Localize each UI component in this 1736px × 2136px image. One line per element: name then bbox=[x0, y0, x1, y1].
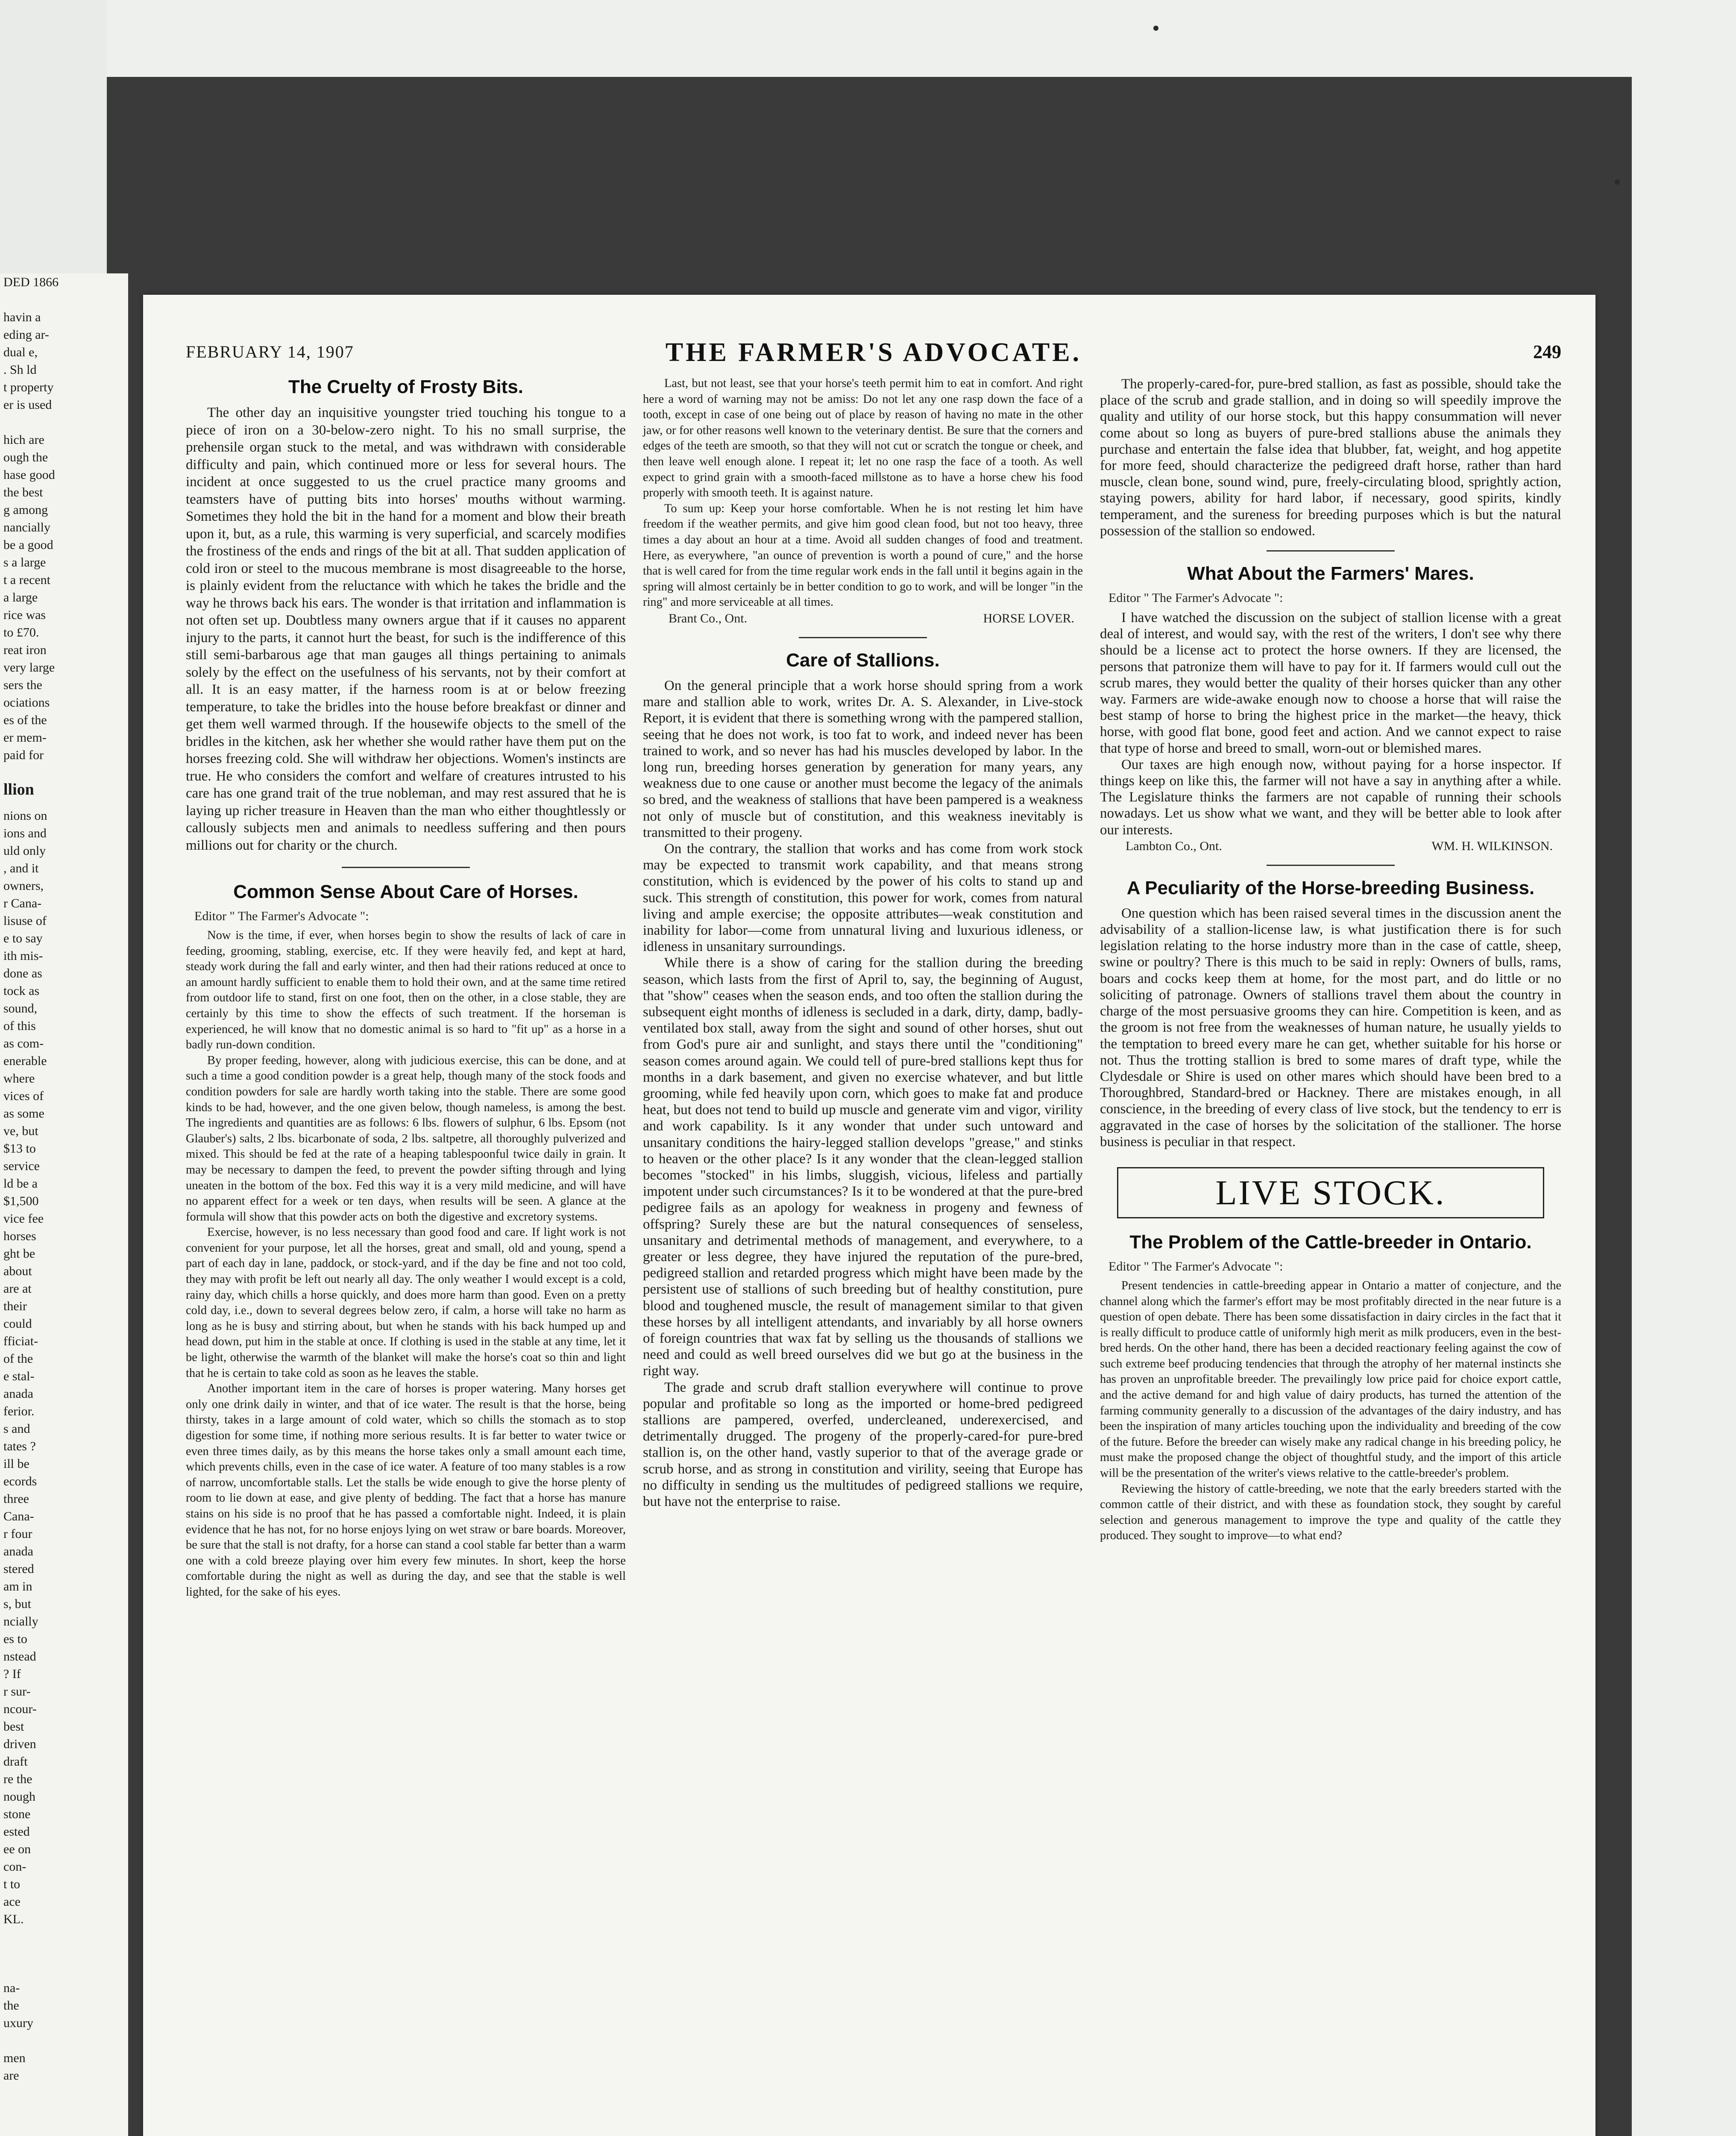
adjacent-page-line: are bbox=[3, 2069, 19, 2083]
adjacent-page-line: be a good bbox=[3, 538, 53, 552]
article-paragraph: To sum up: Keep your horse comfortable. When he is not resting let him have freedom if the weather permits, and give him good clean food, but not too heavy, three times a day about an hour at a time. Avoid all sudden changes of food and treatment. Here, as everywhere, "an ounce of prevention is worth a pound of cure," and the horse that is well cared for from the time regular work ends in the fall until it begins again in the spring will almost certainly be in better condition to go to work, and will be longer "in the ring" and more serviceable at all times. bbox=[643, 502, 1083, 609]
adjacent-page-line: ? If bbox=[3, 1667, 21, 1681]
adjacent-page-line: where bbox=[3, 1071, 35, 1086]
article-headline: Care of Stallions. bbox=[786, 649, 940, 671]
adjacent-page-line: e stal- bbox=[3, 1369, 35, 1383]
adjacent-page-line: s, but bbox=[3, 1597, 32, 1611]
article-paragraph: One question which has been raised several times in the discussion anent the advisability of a stallion-license law, is what justification there is for such legislation relating to the horse industry more than in the case of cattle, sheep, swine or poultry? There is this much to be said in reply: Owners of bulls, rams, boars and cocks keep them at home, for the most part, and do little or no soliciting of patronage. Owners of stallions travel them about the country in charge of the most persuasive grooms they can hire. Competition is keen, and as the groom is not free from the weaknesses of human nature, he usually yields to the temptation to breed every mare he can get, whether suitable for his horse or not. Thus the trotting stallion is bred to some mares of draft type, while the Clydesdale or Shire is used on other mares which should have been bred to a Thoroughbred, Standard-bred or Hackney. There are mistakes enough, in all conscience, in the breeding of every class of live stock, but the tendency to err is aggravated in the case of horses by the solicitation of the stallioner. The horse business is peculiar in that respect. bbox=[1100, 905, 1561, 1150]
adjacent-page-line: a large bbox=[3, 590, 38, 604]
adjacent-page-line: s a large bbox=[3, 555, 46, 569]
adjacent-page-line: about bbox=[3, 1264, 32, 1278]
adjacent-page-lines-top bbox=[0, 273, 128, 764]
adjacent-page-line: rice was bbox=[3, 608, 46, 622]
article-paragraph: Another important item in the care of horses is proper watering. Many horses get only one drink daily in winter, and that of ice water. The result is that the horse, being thirsty, takes in a large amount of cold water, which so chills the stomach as to stop digestion for some time, if nothing more serious results. It is far better to water twice or even three times daily, as by this means the horse takes only a small amount each time, which prevents chills, even in the case of ice water. A feature of too many stables is a row of narrow, uncomfortable stalls. Let the stalls be wide enough to give the horse plenty of room to lie down at ease, and give plenty of bedding. The fact that a horse has manure stains on his side is no proof that he has passed a comfortable night. Indeed, it is plain evidence that he has not, for no horse enjoys lying on wet straw or bare boards. Moreover, be sure that the stall is not drafty, for a horse can stand a cool stable far better than a warm one with a cold breeze playing over him every few minutes. In short, keep the horse comfortable during the night as well as during the day, and see that the stable is well lighted, for the sake of his eyes. bbox=[186, 1382, 626, 1599]
adjacent-page-line: three bbox=[3, 1492, 29, 1506]
adjacent-page-line: as com- bbox=[3, 1036, 44, 1050]
adjacent-page-line: tates ? bbox=[3, 1439, 36, 1453]
column-2 bbox=[643, 376, 1083, 1510]
adjacent-page-line: ace bbox=[3, 1895, 21, 1909]
article-paragraph: On the general principle that a work horse should spring from a work mare and stallion able to work, writes Dr. A. S. Alexander, in Live-stock Report, it is evident that there is something wrong with the pampered stallion, seeing that he does not work, is too fat to work, and indeed never has been trained to work, and so never has had his muscles developed by labor. In the long run, breeding horses generation by generation for many years, any weakness due to one cause or another must become the legacy of the animals so bred, and the weakness of stallions that have been pampered is a weakness not only of muscle but of constitution, and this weakness inevitably is transmitted to their progeny. bbox=[643, 678, 1083, 840]
adjacent-page-line: to £70. bbox=[3, 625, 39, 640]
article-paragraph: The other day an inquisitive youngster tried touching his tongue to a piece of iron on a 30-below-zero night. To his no small surprise, the prehensile organ stuck to the metal, and was withdrawn with considerable difficulty and pain, which continued more or less for several hours. The incident at once suggested to us the cruel practice many grooms and teamsters have of putting bits into horses' mouths without warming. Sometimes they hold the bit in the hand for a moment and blow their breath upon it, but, as a rule, this warming is very superficial, and scarcely modifies the frostiness of the ends and rings of the bit at all. That sudden application of cold iron or steel to the mucous membrane is most disagreeable to the horse, is plainly evident from the reluctance with which he takes the bridle and the way he throws back his ears. The wonder is that irritation and inflammation is not often set up. Doubtless many owners argue that if it causes no apparent injury to the parts, it cannot hurt the beast, for such is the indifference of this still semi-barbarous age that man gauges all things pertaining to animals solely by the effect on the usefulness of his servants, not by their comfort at all. It is an easy matter, if the harness room is at or below freezing temperature, to take the bridles into the house before breakfast or dinner and get them well warmed through. If the housewife objects to the smell of the bridles in the kitchen, ask her whether she would rather have them put on the horses freezing cold. She will withdraw her objections. Women's instincts are true. He who considers the comfort and welfare of creatures intrusted to his care has one grand trait of the true nobleman, and may rest assured that he is laying up richer treasure in Heaven than the man who either thoughtlessly or callously subjects men and animals to needless suffering and then pours millions out for charity or the church. bbox=[186, 405, 626, 853]
adjacent-page-line bbox=[0, 291, 128, 308]
adjacent-page-line: uxury bbox=[3, 2016, 33, 2030]
adjacent-page-line: re the bbox=[3, 1772, 32, 1786]
article-paragraph: Last, but not least, see that your horse's teeth permit him to eat in comfort. And right here a word of warning may not be amiss: Do not let any one rasp down the face of a tooth, except in case of one being out of place by reason of having no mate in the other jaw, or for other reasons well known to the veterinary dentist. Be sure that the corners and edges of the teeth are smooth, so that they will not cut or scratch the tongue or cheek, and then leave well enough alone. I repeat it; let no one rasp the face of a tooth. As well expect to grind grain with a smooth-faced millstone as to have a horse chew his food properly with smooth teeth. It is against nature. bbox=[643, 377, 1083, 500]
adjacent-page-line: nancially bbox=[3, 520, 50, 534]
adjacent-page-line: horses bbox=[3, 1229, 36, 1243]
adjacent-page-line: nstead bbox=[3, 1649, 36, 1664]
article-headline: A Peculiarity of the Horse-breeding Business. bbox=[1126, 877, 1535, 898]
adjacent-page-line: ill be bbox=[3, 1457, 29, 1471]
adjacent-page-line: es of the bbox=[3, 713, 47, 727]
article-mares bbox=[1100, 563, 1561, 854]
article-headline: What About the Farmers' Mares. bbox=[1187, 563, 1474, 584]
adjacent-page-line: t property bbox=[3, 380, 54, 394]
adjacent-page-line: dual e, bbox=[3, 345, 38, 359]
article-common-sense bbox=[186, 881, 626, 1600]
column-1 bbox=[186, 376, 626, 1600]
adjacent-page-line: ferior. bbox=[3, 1404, 35, 1418]
adjacent-page-line: ith mis- bbox=[3, 949, 43, 963]
adjacent-page-line: . Sh ld bbox=[3, 363, 37, 377]
adjacent-page-line: ght be bbox=[3, 1247, 35, 1261]
adjacent-page-fragment bbox=[0, 273, 128, 2136]
article-paragraph: The properly-cared-for, pure-bred stallion, as fast as possible, should take the place of the scrub and grade stallion, and in doing so will speedily improve the quality and utility of our horse stock, but this happy consummation will never come about so long as buyers of pure-bred stallions abuse the animals they purchase and entertain the false idea that blubber, fat, weight, and hog appetite for more feed, should characterize the pedigreed draft horse, rather than hard muscle, clean bone, sound wind, pure, freely-circulating blood, sprightly action, staying powers, ability for hard labor, if necessary, good spirits, kindly temperament, and the sureness for breeding purposes which is but the natural possession of the stallion so endowed. bbox=[1100, 376, 1561, 539]
adjacent-page-line: lisuse of bbox=[3, 914, 47, 928]
adjacent-page-line: ncially bbox=[3, 1614, 38, 1628]
column-3 bbox=[1100, 376, 1561, 1544]
adjacent-page-line: fficiat- bbox=[3, 1334, 38, 1348]
signature-name: HORSE LOVER. bbox=[983, 611, 1074, 625]
adjacent-page-line: tock as bbox=[3, 984, 40, 998]
section-banner-live-stock: LIVE STOCK. bbox=[1117, 1167, 1544, 1218]
adjacent-page-lines-middle bbox=[0, 807, 128, 1928]
adjacent-page-line: r Cana- bbox=[3, 896, 42, 910]
article-stallions bbox=[643, 649, 1083, 1510]
article-cattle bbox=[1100, 1231, 1561, 1544]
adjacent-page-line: s and bbox=[3, 1422, 30, 1436]
adjacent-page-line: the bbox=[3, 1998, 19, 2013]
masthead bbox=[186, 337, 1561, 367]
speck-mark bbox=[1615, 179, 1620, 185]
adjacent-page-line: ncour- bbox=[3, 1702, 37, 1716]
adjacent-page-lines-bottom bbox=[0, 1979, 128, 2084]
adjacent-page-line: g among bbox=[3, 503, 48, 517]
adjacent-page-line: es to bbox=[3, 1632, 27, 1646]
adjacent-page-line: reat iron bbox=[3, 643, 47, 657]
adjacent-page-line: ld be a bbox=[3, 1177, 38, 1191]
adjacent-page-line: stered bbox=[3, 1562, 34, 1576]
article-headline: The Problem of the Cattle-breeder in Ontario. bbox=[1129, 1231, 1532, 1253]
section-rule bbox=[1267, 865, 1395, 866]
adjacent-page-line: e to say bbox=[3, 931, 43, 945]
adjacent-page-line: r sur- bbox=[3, 1684, 31, 1699]
newspaper-page bbox=[143, 295, 1595, 2136]
article-paragraph: Our taxes are high enough now, without paying for a horse inspector. If things keep on like this, the farmer will not have a say in anything after a while. The Legislature thinks the farmers are not capable of running their schools nowadays. Let us show what we want, and they will be better able to look after our interests. bbox=[1100, 757, 1561, 838]
adjacent-page-line: vice fee bbox=[3, 1212, 44, 1226]
adjacent-page-line: sers the bbox=[3, 678, 42, 692]
article-paragraph: Exercise, however, is no less necessary than good food and care. If light work is not convenient for your purpose, let all the horses, great and small, old and young, spend a part of each day in lane, paddock, or stock-yard, and if the day be fine and not too cold, they may with profit be left out nearly all day. The only weather I would except is a cold, rainy day, which chills a horse quickly, and does more harm than good. Even on a pretty cold day, i.e., down to several degrees below zero, if calm, a horse will take no harm as long as he is busy and stirring about, but when he stands with his back humped up and head down, put him in the stable at once. If clothing is used in the stable at any time, let it be light, otherwise the warmth of the blanket will make the horse's coat so thin and light that he is certain to take cold as soon as he leaves the stable. bbox=[186, 1226, 626, 1380]
adjacent-page-line: paid for bbox=[3, 748, 44, 762]
adjacent-page-line: er is used bbox=[3, 398, 52, 412]
backdrop-right bbox=[1632, 0, 1736, 2136]
page-number: 249 bbox=[1533, 341, 1561, 362]
article-paragraph: Reviewing the history of cattle-breeding, we note that the early breeders started with the common cattle of their district, and with these as foundation stock, they sought by careful selection and generous management to improve the type and quality of the cattle they produced. They sought to improve—to what end? bbox=[1100, 1482, 1561, 1543]
adjacent-page-line: $1,500 bbox=[3, 1194, 39, 1208]
adjacent-page-line bbox=[0, 2032, 128, 2049]
adjacent-page-line: hich are bbox=[3, 433, 44, 447]
adjacent-page-line: ociations bbox=[3, 695, 50, 710]
adjacent-page-line: anada bbox=[3, 1544, 33, 1558]
section-rule bbox=[342, 867, 470, 868]
adjacent-page-line: na- bbox=[3, 1981, 20, 1995]
adjacent-page-line: draft bbox=[3, 1755, 28, 1769]
adjacent-page-line: of the bbox=[3, 1352, 33, 1366]
adjacent-page-line: r four bbox=[3, 1527, 32, 1541]
article-byline: Editor " The Farmer's Advocate ": bbox=[1108, 1259, 1283, 1273]
article-paragraph: On the contrary, the stallion that works and has come from work stock may be expected to transmit work capability, and that means strong constitution, which is evidenced by the power of his colts to stand up and suck. This strength of constitution, this power for work, comes from natural living and ample exercise; the opposite attributes—weak constitution and inability for labor—come from unnatural living and luxurious idleness, or idleness in unsanitary surroundings. bbox=[643, 841, 1083, 955]
adjacent-page-line: vices of bbox=[3, 1089, 44, 1103]
adjacent-page-line: eding ar- bbox=[3, 328, 49, 342]
adjacent-page-line: nions on bbox=[3, 809, 47, 823]
adjacent-page-line: the best bbox=[3, 485, 43, 499]
adjacent-page-line: driven bbox=[3, 1737, 36, 1751]
adjacent-page-line: ecords bbox=[3, 1474, 37, 1488]
adjacent-page-line: are at bbox=[3, 1282, 32, 1296]
adjacent-page-line: KL. bbox=[3, 1912, 24, 1926]
section-rule bbox=[1267, 550, 1395, 552]
adjacent-page-line: owners, bbox=[3, 879, 44, 893]
adjacent-page-line: havin a bbox=[3, 310, 41, 324]
adjacent-page-line: Cana- bbox=[3, 1509, 34, 1523]
article-headline: The Cruelty of Frosty Bits. bbox=[288, 376, 524, 397]
adjacent-page-line: anada bbox=[3, 1387, 33, 1401]
article-headline: Common Sense About Care of Horses. bbox=[233, 881, 578, 902]
section-rule bbox=[799, 637, 927, 638]
article-cruelty bbox=[186, 376, 626, 854]
adjacent-page-line: ested bbox=[3, 1825, 30, 1839]
adjacent-page-line: service bbox=[3, 1159, 40, 1173]
adjacent-page-line: t to bbox=[3, 1877, 21, 1891]
issue-date: FEBRUARY 14, 1907 bbox=[186, 342, 354, 361]
adjacent-page-line: sound, bbox=[3, 1001, 38, 1015]
adjacent-page-line: con- bbox=[3, 1860, 26, 1874]
adjacent-page-line: of this bbox=[3, 1019, 36, 1033]
article-paragraph: The grade and scrub draft stallion everywhere will continue to prove popular and profitable so long as the imported or home-bred pedigreed stallions are pampered, overfed, undercleaned, underexercised, and detrimentally drugged. The progeny of the properly-cared-for pure-bred stallion is, on the other hand, vastly superior to that of the average grade or scrub horse, and as strong in constitution and virility, seeing that Europe has no difficulty in sending us the multitudes of pedigreed stallions we require, but have not the enterprise to raise. bbox=[643, 1379, 1083, 1510]
article-paragraph: While there is a show of caring for the stallion during the breeding season, which lasts from the first of April to, say, the beginning of August, that "show" ceases when the season ends, and too often the stallion during the subsequent eight months of idleness is secluded in a dark, dirty, damp, badly-ventilated box stall, away from the sight and sound of other horses, shut out from God's pure air and sunlight, and stays there until the "conditioning" season comes around again. We could tell of pure-bred stallions kept thus for months in a dark basement, and given no exercise whatever, and but little grooming, while fed heavily upon corn, which goes to make fat and produce heat, but does not tend to build up muscle and generate vim and vigor, virility and work capability. Is it any wonder that under such untoward and unsanitary conditions the hairy-legged stallion develops "grease," and stinks to heaven or the other place? Is it any wonder that the clean-legged stallion becomes "stocked" in his limbs, sluggish, vicious, lifeless and partially impotent under such circumstances? Is it to be wondered at that the pure-bred pedigree fails as an apology for weakness in progeny and fewness of offspring? Surely these are but the natural consequences of senseless, unsanitary and detrimental methods of management, and everywhere, to a greater or less degree, they have injured the reputation of the pure-bred, pedigreed stallion and retarded progress which might have been made by the persistent use of stallions of such breeding but of healthy constitution, pure blood and toughened muscle, the result of management similar to that given these horses by all intelligent attendants, and invariably by all horse owners of foreign countries that wax fat by selling us the thousands of stallions we need and could as well breed ourselves did we but go at the business in the right way. bbox=[643, 955, 1083, 1379]
adjacent-page-line: their bbox=[3, 1299, 27, 1313]
signature-place: Brant Co., Ont. bbox=[669, 611, 748, 625]
publication-title: THE FARMER'S ADVOCATE. bbox=[665, 338, 1082, 367]
adjacent-page-line: men bbox=[3, 2051, 26, 2065]
adjacent-page-line: ough the bbox=[3, 450, 48, 464]
adjacent-page-line: as some bbox=[3, 1106, 44, 1121]
adjacent-page-line: stone bbox=[3, 1807, 31, 1821]
adjacent-page-line: very large bbox=[3, 660, 55, 675]
adjacent-page-line: best bbox=[3, 1719, 24, 1734]
adjacent-page-heading: llion bbox=[3, 780, 34, 798]
adjacent-page-line: $13 to bbox=[3, 1141, 36, 1156]
adjacent-page-line: done as bbox=[3, 966, 42, 980]
article-paragraph: I have watched the discussion on the subject of stallion license with a great deal of interest, and would say, with the rest of the writers, I don't see why there should be a license act to protect the horse owners. If they are licensed, the persons that patronize them will have to pay for it. If farmers would cull out the scrub mares, they would better the quality of their horses quicker than any other way. Farmers are wide-awake enough now to choose a horse that will raise the best stamp of horse to bring the highest price in the market—the heavy, thick horse, with good flat bone, good feet and action. And we cannot expect to raise that type of horse and breed to small, worn-out or blemished mares. bbox=[1100, 610, 1561, 756]
adjacent-page-line: DED 1866 bbox=[3, 275, 59, 289]
adjacent-page-line bbox=[0, 414, 128, 431]
adjacent-page-line: am in bbox=[3, 1579, 32, 1593]
adjacent-page-line: ve, but bbox=[3, 1124, 38, 1138]
adjacent-page-line: er mem- bbox=[3, 731, 47, 745]
adjacent-page-line: , and it bbox=[3, 861, 39, 875]
signature-name: WM. H. WILKINSON. bbox=[1431, 839, 1553, 853]
adjacent-page-line: ee on bbox=[3, 1842, 31, 1856]
adjacent-page-line: could bbox=[3, 1317, 32, 1331]
signature-place: Lambton Co., Ont. bbox=[1126, 839, 1222, 853]
article-paragraph: By proper feeding, however, along with judicious exercise, this can be done, and at such a time a good condition powder is a great help, though many of the stock foods and condition powders for sale are hardly worth taking into the stable. There are some good kinds to be had, however, and the one given below, though nameless, is among the best. The ingredients and quantities are as follows: 6 lbs. flowers of sulphur, 6 lbs. Epsom (not Glauber's) salts, 2 lbs. bicarbonate of soda, 2 lbs. saltpetre, all thoroughly pulverized and mixed. This should be fed at the rate of a heaping tablespoonful twice daily in grain. It may be necessary to dampen the feed, to prevent the powder sifting through and lying uneaten in the bottom of the box. Fed this way it is a very mild medicine, and will have no apparent effect for a week or ten days, when results will be seen. A glance at the formula will show that this powder acts on both the digestive and excretory systems. bbox=[186, 1053, 626, 1224]
article-paragraph: Present tendencies in cattle-breeding appear in Ontario a matter of conjecture, and the channel along which the farmer's effort may be most profitably directed in the near future is a question of open debate. There has been some dissatisfaction in dairy circles in the fact that it is really difficult to produce cattle of uniformly high merit as milk producers, even in the best-bred herds. On the other hand, there has been a decided reactionary feeling against the cow of such extreme beef producing tendencies that through the atrophy of her maternal instincts she has proven an unprofitable breeder. The prevailingly low price paid for choice export cattle, and the active demand for and high value of dairy products, has turned the attention of the farming community generally to a discussion of the advantages of the dairy industry, and has been the inspiration of many articles touching upon the individuality and breeding of the cow of the future. Before the breeder can wisely make any radical change in his breeding policy, he must make the proposed change the object of thoughtful study, and the import of this article will be the presentation of the writer's views relative to the cattle-breeder's problem. bbox=[1100, 1279, 1561, 1480]
article-peculiarity bbox=[1100, 877, 1561, 1150]
backdrop-top bbox=[0, 0, 1736, 77]
adjacent-page-line: enerable bbox=[3, 1054, 47, 1068]
adjacent-page-line: hase good bbox=[3, 468, 55, 482]
article-signature bbox=[643, 610, 1083, 626]
adjacent-page-line: ions and bbox=[3, 826, 47, 840]
adjacent-page-line: t a recent bbox=[3, 573, 50, 587]
article-paragraph: Now is the time, if ever, when horses begin to show the results of lack of care in feeding, grooming, stabling, exercise, etc. If they were heavily fed, and kept at hard, steady work during the fall and early winter, and then had their rations reduced at once to an amount hardly sufficient to enable them to hold their own, and at the same time retired from outdoor life to stand, first on one foot, then on the other, in a close stable, they are certainly by this time to show the effects of such treatment. If the horseman is experienced, he will know that no domestic animal is so hard to "fit up" as a horse in a badly run-down condition. bbox=[186, 929, 626, 1052]
article-signature bbox=[1100, 838, 1561, 854]
adjacent-page-line: nough bbox=[3, 1790, 35, 1804]
speck-mark bbox=[1153, 26, 1158, 31]
adjacent-page-line: uld only bbox=[3, 844, 46, 858]
article-byline: Editor " The Farmer's Advocate ": bbox=[1108, 591, 1283, 605]
article-byline: Editor " The Farmer's Advocate ": bbox=[194, 909, 369, 923]
